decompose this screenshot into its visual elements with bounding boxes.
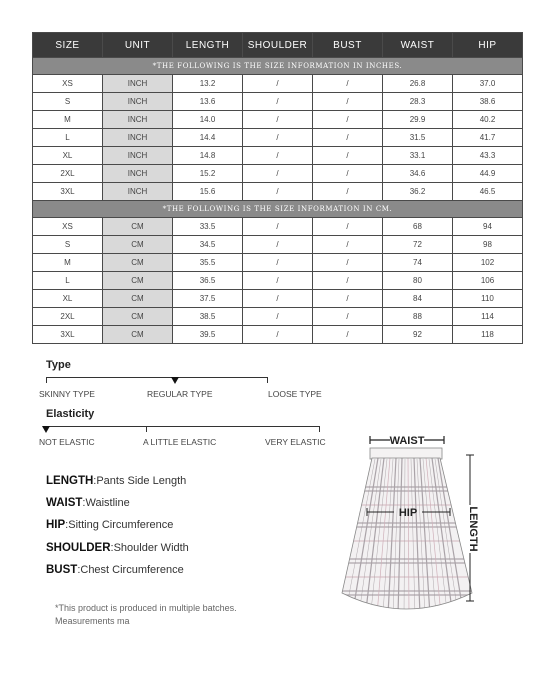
- table-cell-bust: /: [313, 183, 383, 201]
- section-caption-row: [33, 201, 523, 218]
- table-cell-size: S: [33, 236, 103, 254]
- table-cell-waist: 29.9: [383, 111, 453, 129]
- batch-note-line1: *This product is produced in multiple batches.: [55, 603, 237, 613]
- type-option-loose: LOOSE TYPE: [268, 389, 322, 399]
- table-cell-shoulder: /: [243, 326, 313, 344]
- table-cell-length: 14.0: [173, 111, 243, 129]
- table-cell-size: XL: [33, 147, 103, 165]
- table-cell-shoulder: /: [243, 308, 313, 326]
- table-cell-unit: INCH: [103, 147, 173, 165]
- type-scale-line: [46, 377, 268, 378]
- table-cell-waist: 36.2: [383, 183, 453, 201]
- table-cell-waist: 74: [383, 254, 453, 272]
- table-cell-size: 2XL: [33, 308, 103, 326]
- header-length: LENGTH: [173, 33, 243, 58]
- elasticity-tick-middle: [146, 426, 147, 432]
- legend-definition: Shoulder Width: [113, 542, 189, 554]
- table-cell-shoulder: /: [243, 254, 313, 272]
- table-cell-bust: /: [313, 93, 383, 111]
- header-bust: BUST: [313, 33, 383, 58]
- table-cell-waist: 72: [383, 236, 453, 254]
- table-cell-hip: 43.3: [453, 147, 523, 165]
- table-cell-waist: 34.6: [383, 165, 453, 183]
- table-cell-waist: 68: [383, 218, 453, 236]
- table-cell-length: 35.5: [173, 254, 243, 272]
- table-cell-size: M: [33, 254, 103, 272]
- table-cell-length: 33.5: [173, 218, 243, 236]
- table-cell-shoulder: /: [243, 75, 313, 93]
- legend-item-length: LENGTH:Pants Side Length: [46, 475, 187, 487]
- table-cell-bust: /: [313, 326, 383, 344]
- table-cell-shoulder: /: [243, 129, 313, 147]
- type-tick-left: [46, 377, 47, 383]
- table-cell-hip: 102: [453, 254, 523, 272]
- table-cell-size: XS: [33, 75, 103, 93]
- table-cell-shoulder: /: [243, 236, 313, 254]
- table-cell-size: 3XL: [33, 183, 103, 201]
- table-row: [33, 93, 523, 111]
- table-cell-shoulder: /: [243, 218, 313, 236]
- table-row: [33, 218, 523, 236]
- legend-term: WAIST: [46, 497, 83, 509]
- table-cell-hip: 118: [453, 326, 523, 344]
- table-cell-unit: INCH: [103, 75, 173, 93]
- table-cell-unit: INCH: [103, 111, 173, 129]
- table-cell-hip: 41.7: [453, 129, 523, 147]
- legend-item-hip: HIP:Sitting Circumference: [46, 519, 174, 531]
- table-cell-hip: 44.9: [453, 165, 523, 183]
- table-cell-unit: CM: [103, 272, 173, 290]
- table-cell-bust: /: [313, 147, 383, 165]
- table-cell-bust: /: [313, 308, 383, 326]
- header-shoulder: SHOULDER: [243, 33, 313, 58]
- table-cell-waist: 88: [383, 308, 453, 326]
- table-cell-unit: CM: [103, 236, 173, 254]
- table-cell-size: S: [33, 93, 103, 111]
- table-cell-hip: 94: [453, 218, 523, 236]
- legend-definition: Chest Circumference: [80, 564, 184, 576]
- table-cell-bust: /: [313, 236, 383, 254]
- table-cell-bust: /: [313, 75, 383, 93]
- table-row: [33, 165, 523, 183]
- table-row: [33, 75, 523, 93]
- legend-term: SHOULDER: [46, 542, 111, 554]
- table-cell-length: 14.4: [173, 129, 243, 147]
- header-size: SIZE: [33, 33, 103, 58]
- table-cell-bust: /: [313, 129, 383, 147]
- table-cell-length: 34.5: [173, 236, 243, 254]
- table-cell-unit: INCH: [103, 165, 173, 183]
- legend-term: BUST: [46, 564, 78, 576]
- table-body: [33, 58, 523, 344]
- section-caption-row: [33, 58, 523, 75]
- elasticity-scale-title: Elasticity: [46, 408, 95, 420]
- table-cell-shoulder: /: [243, 183, 313, 201]
- table-cell-shoulder: /: [243, 165, 313, 183]
- legend-definition: Sitting Circumference: [68, 519, 174, 531]
- type-option-regular: REGULAR TYPE: [147, 389, 213, 399]
- table-cell-unit: CM: [103, 290, 173, 308]
- legend-term: LENGTH: [46, 475, 94, 487]
- table-cell-size: L: [33, 272, 103, 290]
- table-cell-waist: 92: [383, 326, 453, 344]
- table-row: [33, 308, 523, 326]
- table-row: [33, 272, 523, 290]
- length-label: LENGTH: [467, 506, 479, 552]
- type-option-skinny: SKINNY TYPE: [39, 389, 95, 399]
- table-cell-length: 15.2: [173, 165, 243, 183]
- table-cell-hip: 40.2: [453, 111, 523, 129]
- table-cell-length: 13.2: [173, 75, 243, 93]
- table-cell-length: 15.6: [173, 183, 243, 201]
- table-cell-bust: /: [313, 218, 383, 236]
- section-caption: *THE FOLLOWING IS THE SIZE INFORMATION IN CM.: [33, 201, 523, 218]
- table-cell-length: 37.5: [173, 290, 243, 308]
- table-cell-waist: 31.5: [383, 129, 453, 147]
- table-row: [33, 326, 523, 344]
- table-cell-size: 2XL: [33, 165, 103, 183]
- table-cell-size: XS: [33, 218, 103, 236]
- table-cell-length: 38.5: [173, 308, 243, 326]
- table-cell-unit: INCH: [103, 93, 173, 111]
- table-cell-bust: /: [313, 111, 383, 129]
- table-cell-hip: 38.6: [453, 93, 523, 111]
- table-cell-shoulder: /: [243, 93, 313, 111]
- legend-term: HIP: [46, 519, 66, 531]
- elasticity-option-very: VERY ELASTIC: [265, 437, 326, 447]
- table-cell-unit: CM: [103, 326, 173, 344]
- table-cell-shoulder: /: [243, 147, 313, 165]
- table-cell-hip: 106: [453, 272, 523, 290]
- table-cell-shoulder: /: [243, 290, 313, 308]
- pleated-skirt-illustration: [340, 425, 490, 630]
- table-cell-length: 36.5: [173, 272, 243, 290]
- table-cell-length: 39.5: [173, 326, 243, 344]
- table-cell-hip: 114: [453, 308, 523, 326]
- table-cell-hip: 110: [453, 290, 523, 308]
- waist-label: WAIST: [389, 435, 425, 447]
- table-header-row: [33, 33, 523, 58]
- table-cell-unit: CM: [103, 308, 173, 326]
- table-cell-bust: /: [313, 254, 383, 272]
- table-cell-waist: 84: [383, 290, 453, 308]
- table-cell-shoulder: /: [243, 272, 313, 290]
- table-cell-size: M: [33, 111, 103, 129]
- table-row: [33, 129, 523, 147]
- waistband: [370, 448, 442, 459]
- table-row: [33, 236, 523, 254]
- table-row: [33, 183, 523, 201]
- hip-label: HIP: [398, 507, 418, 519]
- legend-item-waist: WAIST:Waistline: [46, 497, 130, 509]
- table-row: [33, 111, 523, 129]
- legend-item-shoulder: SHOULDER:Shoulder Width: [46, 542, 189, 554]
- type-selected-marker-icon: [171, 377, 179, 384]
- elasticity-option-little: A LITTLE ELASTIC: [143, 437, 217, 447]
- legend-definition: Pants Side Length: [96, 475, 187, 487]
- header-unit: UNIT: [103, 33, 173, 58]
- table-cell-shoulder: /: [243, 111, 313, 129]
- batch-note-line2: Measurements ma: [55, 616, 130, 626]
- table-cell-bust: /: [313, 272, 383, 290]
- table-cell-hip: 37.0: [453, 75, 523, 93]
- header-hip: HIP: [453, 33, 523, 58]
- table-cell-bust: /: [313, 165, 383, 183]
- size-chart-table: [32, 32, 523, 344]
- table-cell-waist: 33.1: [383, 147, 453, 165]
- header-waist: WAIST: [383, 33, 453, 58]
- table-cell-bust: /: [313, 290, 383, 308]
- table-cell-waist: 80: [383, 272, 453, 290]
- table-cell-unit: CM: [103, 218, 173, 236]
- table-cell-unit: INCH: [103, 183, 173, 201]
- table-row: [33, 147, 523, 165]
- table-cell-hip: 98: [453, 236, 523, 254]
- legend-definition: Waistline: [85, 497, 130, 509]
- elasticity-tick-right: [319, 426, 320, 432]
- legend-item-bust: BUST:Chest Circumference: [46, 564, 184, 576]
- type-scale-title: Type: [46, 359, 71, 371]
- elasticity-scale-line: [46, 426, 320, 427]
- table-cell-size: L: [33, 129, 103, 147]
- table-cell-length: 13.6: [173, 93, 243, 111]
- elasticity-selected-marker-icon: [42, 426, 50, 433]
- table-cell-length: 14.8: [173, 147, 243, 165]
- elasticity-option-not: NOT ELASTIC: [39, 437, 95, 447]
- table-cell-size: XL: [33, 290, 103, 308]
- table-row: [33, 254, 523, 272]
- table-cell-waist: 28.3: [383, 93, 453, 111]
- section-caption: *THE FOLLOWING IS THE SIZE INFORMATION IN INCHES.: [33, 58, 523, 75]
- table-cell-unit: CM: [103, 254, 173, 272]
- table-cell-waist: 26.8: [383, 75, 453, 93]
- type-tick-right: [267, 377, 268, 383]
- table-cell-size: 3XL: [33, 326, 103, 344]
- table-row: [33, 290, 523, 308]
- table-cell-hip: 46.5: [453, 183, 523, 201]
- table-cell-unit: INCH: [103, 129, 173, 147]
